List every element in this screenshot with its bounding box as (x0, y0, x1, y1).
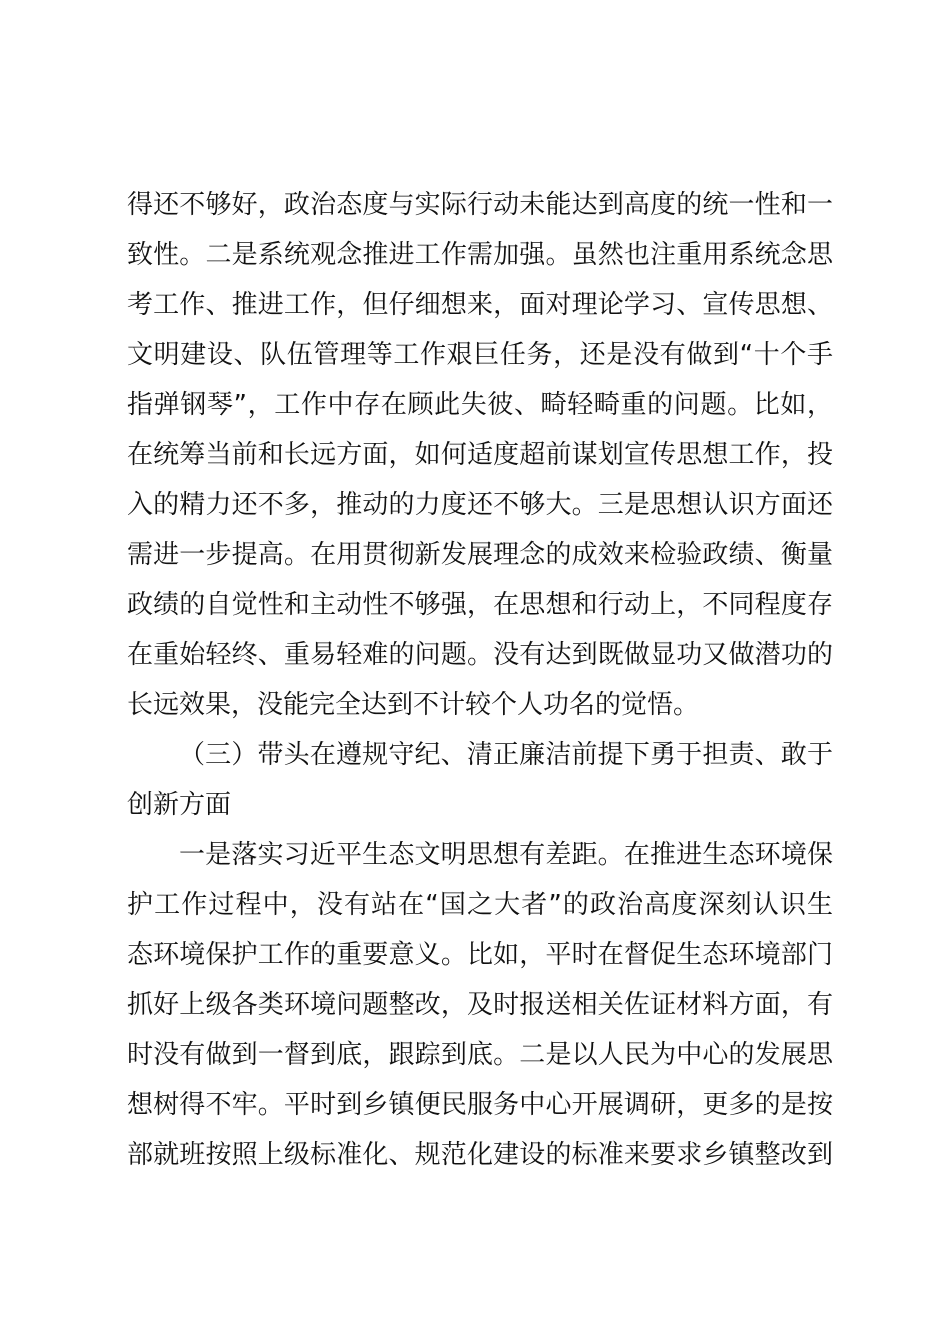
text-line: 在重始轻终、重易轻难的问题。没有达到既做显功又做潜功的 (127, 640, 833, 670)
document-body (127, 180, 833, 1180)
text-line: 得还不够好，政治态度与实际行动未能达到高度的统一性和一 (127, 190, 833, 220)
text-line: 在统筹当前和长远方面，如何适度超前谋划宣传思想工作，投 (127, 440, 833, 470)
text-line: 入的精力还不多，推动的力度还不够大。三是思想认识方面还 (127, 490, 833, 520)
text-line: 考工作、推进工作，但仔细想来，面对理论学习、宣传思想、 (127, 290, 833, 320)
text-line: 文明建设、队伍管理等工作艰巨任务，还是没有做到“十个手 (127, 340, 833, 370)
text-line: 护工作过程中，没有站在“国之大者”的政治高度深刻认识生 (127, 890, 833, 920)
text-line: 致性。二是系统观念推进工作需加强。虽然也注重用系统念思 (127, 240, 833, 270)
text-line: 指弹钢琴”，工作中存在顾此失彼、畸轻畸重的问题。比如， (127, 390, 833, 420)
text-line: 需进一步提高。在用贯彻新发展理念的成效来检验政绩、衡量 (127, 540, 833, 570)
text-line: 政绩的自觉性和主动性不够强，在思想和行动上，不同程度存 (127, 590, 833, 620)
text-line: 长远效果，没能完全达到不计较个人功名的觉悟。 (127, 690, 700, 720)
text-line: 态环境保护工作的重要意义。比如，平时在督促生态环境部门 (127, 940, 833, 970)
section-heading-line: （三）带头在遵规守纪、清正廉洁前提下勇于担责、敢于 (179, 740, 833, 770)
text-line: 部就班按照上级标准化、规范化建设的标准来要求乡镇整改到 (127, 1140, 833, 1170)
text-line: 抓好上级各类环境问题整改，及时报送相关佐证材料方面，有 (127, 990, 833, 1020)
text-line: 想树得不牢。平时到乡镇便民服务中心开展调研，更多的是按 (127, 1090, 833, 1120)
text-line: 一是落实习近平生态文明思想有差距。在推进生态环境保 (179, 840, 833, 870)
section-heading-line: 创新方面 (127, 790, 232, 820)
text-line: 时没有做到一督到底，跟踪到底。二是以人民为中心的发展思 (127, 1040, 833, 1070)
